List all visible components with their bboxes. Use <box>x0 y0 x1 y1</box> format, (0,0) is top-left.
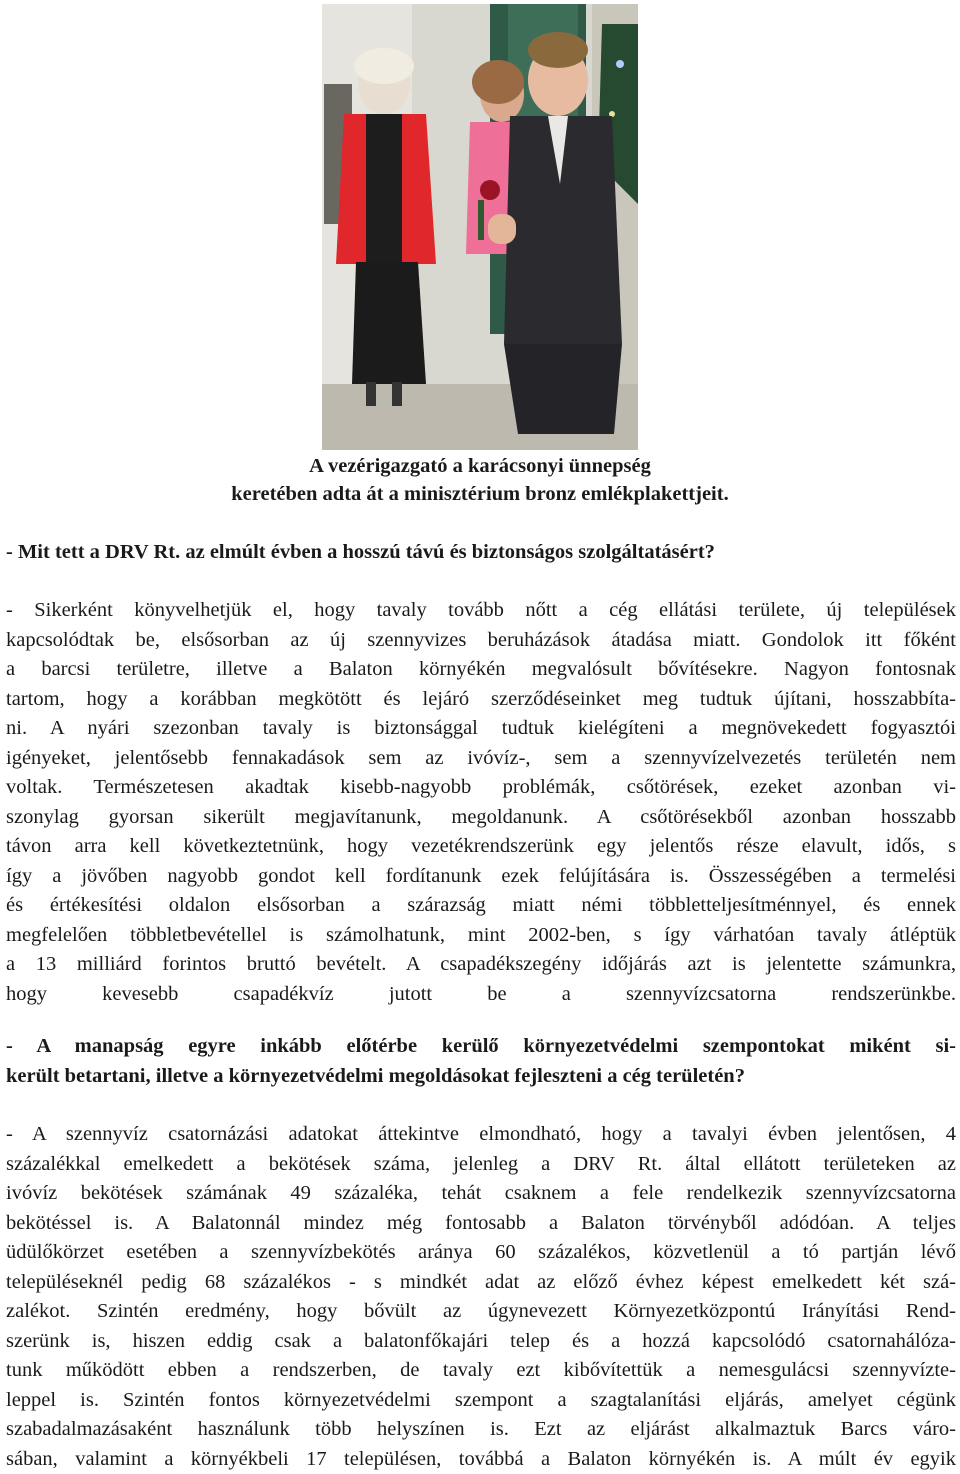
paragraph-line: - A szennyvíz csatornázási adatokat áttekintve elmondható, hogy a tavalyi évben jelentősen, 4 <box>6 1120 956 1150</box>
paragraph-line: igényeket, jelentősebb fennakadások sem az ivóvíz-, sem a szennyvízelvezetés területén nem <box>6 744 956 774</box>
paragraph-line: ivóvíz bekötések számának 49 százaléka, tehát csaknem a fele rendelkezik szennyvízcsatorna <box>6 1179 956 1209</box>
photo-icon <box>322 4 638 450</box>
paragraph-line: hogy kevesebb csapadékvíz jutott be a szennyvízcsatorna rendszerünkbe. <box>6 980 956 1010</box>
question-line: - A manapság egyre inkább előtérbe kerülő környezetvédelmi szempontokat miként si- <box>6 1032 956 1062</box>
paragraph-line: szerünk is, hiszen eddig csak a balatonfőkajári telep és a hozzá kapcsolódó csatornahálóza- <box>6 1327 956 1357</box>
paragraph-line: tartom, hogy a korábban megkötött és lejáró szerződéseinket meg tudtuk újítani, hosszabbíta- <box>6 685 956 715</box>
paragraph-line: településeknél pedig 68 százalékos - s mindkét adat az előző évhez képest emelkedett két szá- <box>6 1268 956 1298</box>
question-2 <box>6 1032 956 1091</box>
paragraph-line: a barcsi területre, illetve a Balaton környékén megvalósult bővítésekre. Nagyon fontosnak <box>6 655 956 685</box>
paragraph-line: szonylag gyorsan sikerült megjavítanunk, megoldanunk. A csőtörésekből azonban hosszabb <box>6 803 956 833</box>
paragraph-line: voltak. Természetesen akadtak kisebb-nagyobb problémák, csőtörések, ezeket azonban vi- <box>6 773 956 803</box>
paragraph-line: így a jövőben nagyobb gondot kell fordítanunk ezek felújítására is. Összességében a termelési <box>6 862 956 892</box>
paragraph-line: sában, valamint a környékbeli 17 településen, továbbá a Balaton környékén is. A múlt év egyik <box>6 1445 956 1474</box>
answer-2 <box>6 1120 956 1474</box>
paragraph-line: ni. A nyári szezonban tavaly is biztonsággal tudtuk kielégíteni a megnövekedett fogyasztói <box>6 714 956 744</box>
paragraph-line: százalékkal emelkedett a bekötések száma, jelenleg a DRV Rt. által ellátott területeken az <box>6 1150 956 1180</box>
paragraph-line: - Sikerként könyvelhetjük el, hogy tavaly tovább nőtt a cég ellátási területe, új települések <box>6 596 956 626</box>
paragraph-line: bekötéssel is. A Balatonnál mindez még fontosabb a Balaton törvényből adódóan. A teljes <box>6 1209 956 1239</box>
paragraph-line: üdülőkörzet esetében a szennyvízbekötés aránya 60 százalékos, közvetlenül a tó partján lévő <box>6 1238 956 1268</box>
paragraph-line: szabadalmazásaként használunk több helyszínen is. Ezt az eljárást alkalmaztuk Barcs váro- <box>6 1415 956 1445</box>
event-photo <box>322 4 638 450</box>
caption-line: A vezérigazgató a karácsonyi ünnepség <box>0 452 960 480</box>
paragraph-line: zalékot. Szintén eredmény, hogy bővült az úgynevezett Környezetközpontú Irányítási Rend- <box>6 1297 956 1327</box>
question-line: került betartani, illetve a környezetvédelmi megoldásokat fejleszteni a cég területén? <box>6 1062 956 1092</box>
question-1: - Mit tett a DRV Rt. az elmúlt évben a hosszú távú és biztonságos szolgáltatásért? <box>6 538 956 568</box>
paragraph-line: és értékesítési oldalon elsősorban a szárazság miatt némi többletteljesítménnyel, és ennek <box>6 891 956 921</box>
caption-line: keretében adta át a minisztérium bronz emlékplakettjeit. <box>0 480 960 508</box>
answer-1 <box>6 596 956 1009</box>
paragraph-line: a 13 milliárd forintos bruttó bevételt. A csapadékszegény időjárás azt is jelentette számunkra, <box>6 950 956 980</box>
paragraph-line: tunk működött ebben a rendszerben, de tavaly ezt kibővítettük a nemesgulácsi szennyvízte- <box>6 1356 956 1386</box>
paragraph-line: megfelelően többletbevétellel is számolhatunk, mint 2002-ben, s így várhatóan tavaly átléptük <box>6 921 956 951</box>
paragraph-line: távon arra kell következtetnünk, hogy vezetékrendszerünk egy jelentős része elavult, idős, s <box>6 832 956 862</box>
photo-caption <box>0 452 960 508</box>
paragraph-line: kapcsolódtak be, elsősorban az új szennyvizes beruházások átadása miatt. Gondolok itt főként <box>6 626 956 656</box>
paragraph-line: leppel is. Szintén fontos környezetvédelmi szempont a szagtalanítási eljárás, amelyet cégünk <box>6 1386 956 1416</box>
